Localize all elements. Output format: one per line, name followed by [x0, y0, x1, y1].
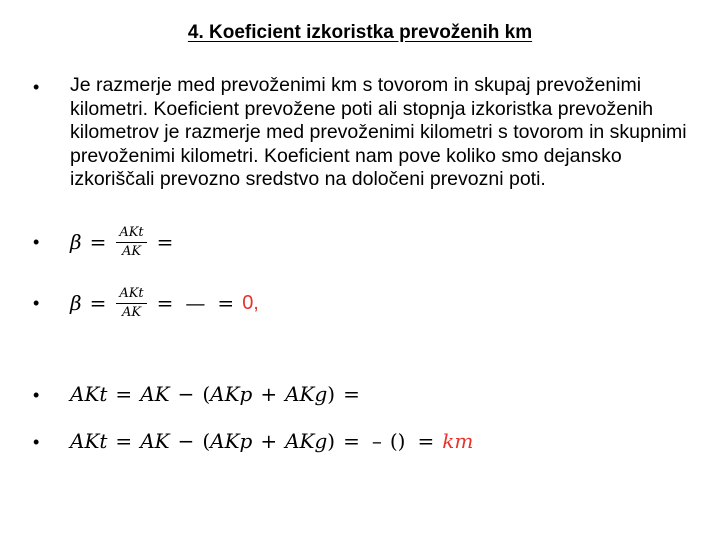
- open-paren: (: [202, 429, 211, 453]
- close-paren: ): [327, 429, 336, 453]
- bullet-marker: •: [33, 293, 40, 313]
- equals-sign: =: [115, 429, 133, 453]
- bullet-marker: •: [33, 77, 40, 97]
- akt-equation: [70, 374, 368, 414]
- equals-sign: =: [343, 382, 360, 406]
- akg-term: AKg: [285, 382, 328, 406]
- blank-dash: –: [371, 429, 382, 453]
- fraction-denominator: AK: [121, 304, 142, 320]
- akp-term: AKp: [210, 382, 253, 406]
- beta-result-formula: [70, 283, 259, 323]
- akg-term: AKg: [285, 429, 328, 453]
- plus-sign: +: [260, 429, 278, 453]
- definition-paragraph: Je razmerje med prevoženimi km s tovorom in skupaj prevoženimi kilometri. Koeficient prevožene poti ali stopnja izkoristka prevoženih kilometrov je razmerje med prevoženimi kilometri s tovorom in skupnimi prevoženimi kilometri. Koeficient nam pove koliko smo dejansko izkoriščali prevozno sredstvo na določeni prevozni poti.: [70, 74, 687, 191]
- ak-term: AK: [140, 429, 170, 453]
- unit-km: km: [442, 429, 474, 453]
- minus-sign: −: [177, 429, 195, 453]
- fraction: [116, 286, 146, 321]
- akt-term: AKt: [70, 382, 108, 406]
- akp-term: AKp: [210, 429, 253, 453]
- equals-sign: =: [217, 291, 235, 315]
- akt-term: AKt: [70, 429, 108, 453]
- minus-sign: −: [177, 382, 195, 406]
- equals-sign: =: [156, 291, 174, 315]
- open-paren: (: [202, 382, 211, 406]
- equals-sign: =: [89, 291, 107, 315]
- fraction-numerator: AKt: [116, 286, 146, 304]
- equals-sign: =: [343, 429, 360, 453]
- akt-km-equation: [70, 421, 473, 461]
- equals-sign: =: [89, 230, 107, 254]
- beta-symbol: β: [70, 291, 82, 315]
- slide-title: 4. Koeficient izkoristka prevoženih km: [187, 22, 533, 43]
- equals-sign: =: [115, 382, 133, 406]
- bullet-marker: •: [33, 432, 40, 452]
- plus-sign: +: [260, 382, 278, 406]
- bullet-marker: •: [33, 385, 40, 405]
- empty-parens: (): [389, 429, 406, 453]
- ak-term: AK: [140, 382, 170, 406]
- beta-formula: [70, 222, 181, 262]
- beta-symbol: β: [70, 230, 82, 254]
- equals-sign: =: [417, 429, 435, 453]
- bullet-marker: •: [33, 232, 40, 252]
- fraction-numerator: AKt: [116, 225, 146, 243]
- fraction: [116, 225, 146, 260]
- fraction-denominator: AK: [121, 243, 142, 259]
- result-value: 0,: [242, 291, 259, 314]
- close-paren: ): [327, 382, 336, 406]
- blank-dash: —: [185, 291, 206, 315]
- equals-sign: =: [156, 230, 174, 254]
